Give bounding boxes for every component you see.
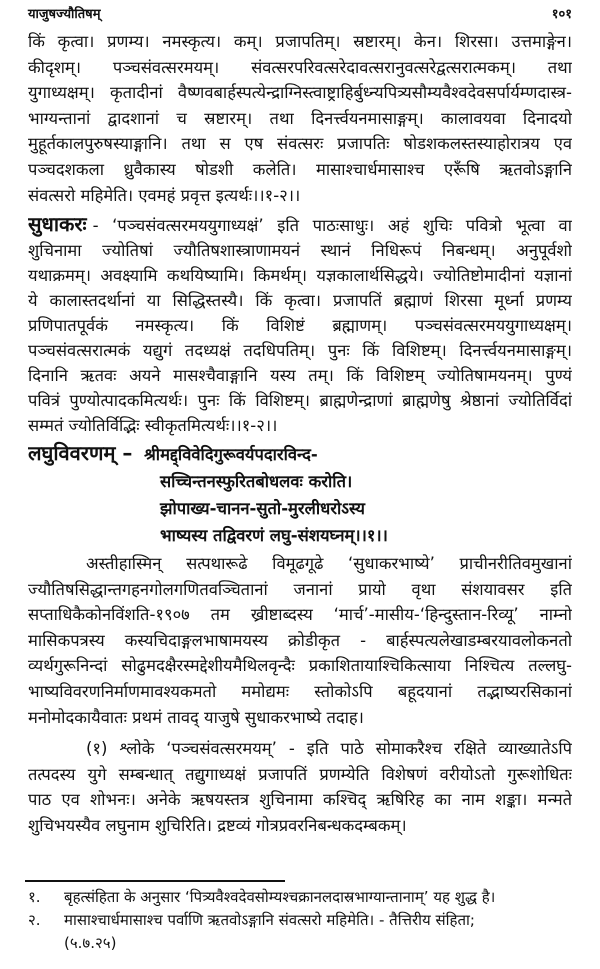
text-line: मनोमोदकायैवातः प्रथमं तावद् याजुषे सुधाकरभाष्ये तदाह। [28,707,364,727]
laghu-vivaranam-heading: लघुविवरणम् – [28,441,133,465]
verse-line: झोपाख्य-चानन-सुतो-मुरलीधरोऽस्य [160,499,365,518]
sudhakar-heading: सुधाकरः [28,213,87,236]
verse-line: श्रीमद्द्विवेदिगुरूवर्यपदारविन्द- [144,445,318,464]
text-line: ये कालास्तदर्थानां या सिद्धिस्तस्यै। किं कृत्वा। प्रजापतिं ब्रह्माणं शिरसा मूर्ध्ना प्रणम्य [28,291,572,310]
text-line: व्यर्थगुरूनिन्दां सोढुमदक्षैरस्मद्देशीयमैथिलवृन्दैः प्रकाशितायाश्चिकित्साया निश्चित्य तल्लघु- [28,656,572,676]
commentary-paragraph-1 [28,29,572,208]
text-line: मासिकपत्रस्य कस्यचिदाङ्गलभाषामयस्य क्रोडीकृत - बार्हस्पत्यलेखाडम्बरयावलोकनतो [28,630,572,650]
text-line: मुहूर्तकालपुरुषस्याङ्गानि। तथा स एष संवत्सरः प्रजापतिः षोडशकलस्तस्याहोरात्रय एव [28,134,572,154]
text-line: ज्यौतिषसिद्धान्तगहनगोलगणितवञ्चितानां जनानां प्रायो वृथा संशयावसर इति [28,579,572,599]
text-line: संवत्सरो महिमेति। एवमहं प्रवृत्त इत्यर्थः।।१-२।। [28,185,301,205]
footnote-1: १. बृहत्संहिता के अनुसार ‘पित्र्यवैश्वदेवसोम्यश्चक्रानलदास्रभाग्यान्तानाम्’ यह शुद्ध है। [28,888,496,906]
text-line: पवित्रं पुण्योत्पादकमित्यर्थः। पुनः किं विशिष्टम्। ब्राह्मणेन्द्राणां ब्राह्मणेषु श्रेष्ठानां ज्योतिर्विदां [28,391,572,410]
text-line: भाष्यविवरणनिर्माणमावश्यकमतो ममोद्यमः स्तोकोऽपि बहूदयानां तद्भाष्यरसिकानां [28,681,572,701]
verse-line: सच्चिन्तनस्फुरितबोधलवः करोति। [160,472,353,491]
text-line: भाग्यन्तानां द्वादशानां च स्रष्टारम्। तथा दिनर्त्त्वयनमासाङ्गम्। कालावयवा दिनादयो [28,108,572,128]
text-line: पञ्चदशकला ध्रुवैकास्य षोडशी कलेति। मासाश्चार्धमासाश्च एरूँषि ऋतवोऽङ्गानि [28,159,572,179]
text-line: सप्ताधिकैकोनविंशति-१९०७ तम ख्रीष्टाब्दस्य ‘मार्च’-मासीय-‘हिन्दुस्तान-रिव्यू’ नाम्नो [28,605,572,625]
page-number: १०१ [551,7,572,22]
text-line: पञ्चसंवत्सरात्मकं यद्युगं तदध्यक्षं तदधिपतिम्। पुनः किं विशिष्टम्। दिनर्त्त्वयनमासाङ्गम्। [28,341,572,360]
text-line: शुचिनामा ज्योतिषां ज्यौतिषशास्त्राणामयनं स्थानं निधिरूपं निबन्धम्। अनुपूर्वशो [28,241,572,260]
running-header [28,4,572,24]
text-line: अस्तीहास्मिन् सत्पथारूढे विमूढगूढे ‘सुधाकरभाष्ये’ प्राचीनरीतिवमुखानां [86,554,572,573]
text-line: कीदृशम्। पञ्चसंवत्सरमयम्। संवत्सरपरिवत्सरेदावत्सरानुवत्सरेद्वत्सरात्मकम्। तथा [28,57,572,77]
text-line: दिनानि ऋतवः अयने मासश्चैवाङ्गानि यस्य तम्। किं विशिष्टम् ज्योतिषामयनम्। पुण्यं [28,366,572,385]
text-line: पाठ एव शोभनः। अनेके ऋषयस्तत्र शुचिनामा कश्चिद् ऋषिरिह का नाम शङ्का। मन्मते [28,790,572,810]
verse-line: भाष्यस्य तद्विवरणं लघु-संशयघ्नम्।।१।। [160,526,388,545]
commentary-paragraph-3 [28,736,572,838]
footnote-2: २. मासाश्चार्धमासाश्च पर्वाणि ऋतवोऽङ्गानि संवत्सरो महिमेति। - तैत्तिरीय संहिता; [28,911,475,929]
footnotes [28,886,572,955]
commentary-paragraph-2 [28,551,572,730]
text-line: सुधाकरः - ‘पञ्चसंवत्सरमययुगाध्यक्षं’ इति पाठःसाधुः। अहं शुचिः पवित्रो भूत्वा वा [28,213,572,236]
text-line: प्रणिपातपूर्वकं नमस्कृत्य। किं विशिष्टं ब्रह्माणम्। पञ्चसंवत्सरमययुगाध्यक्षम्। [28,316,572,335]
sudhakar-commentary [28,213,572,438]
footnote-divider [25,880,285,882]
text-line: यथाक्रमम्। अवक्ष्यामि कथयिष्यामि। किमर्थम्। यज्ञकालार्थसिद्धये। ज्योतिष्टोमादीनां यज्ञानां [28,266,572,285]
text-line: तत्पदस्य युगे सम्बन्धात् तद्युगाध्यक्षं प्रजापतिं प्रणम्येति विशेषणं वरीयोऽतो गुरूशोधितः [28,764,572,784]
text-line: किं कृत्वा। प्रणम्य। नमस्कृत्य। कम्। प्रजापतिम्। स्रष्टारम्। केन। शिरसा। उत्तमाङ्गेन। [28,32,572,51]
text-line: युगाध्यक्षम्। कृतादीनां वैष्णवबार्हस्पत्येन्द्राग्निस्त्वाष्ट्राहिर्बुध्न्यपित्र्यसौम्यवैश्वदेवसर्पार्यम्णदास्त्र- [28,83,572,103]
running-title: याजुषज्यौतिषम् [28,7,101,22]
footnote-2-reference: (५.७.२५) [64,934,117,952]
text-line: सम्मतं ज्योतिर्विद्भिः स्वीकृतमित्यर्थः।।१-२।। [28,416,278,435]
laghu-vivaranam-verse [28,441,388,549]
text-line: शुचिभयस्यैव लघुनाम शुचिरिति। द्रष्टव्यं गोत्रप्रवरनिबन्धकदम्बकम्। [28,815,407,835]
text-line: (१) श्लोके ‘पञ्चसंवत्सरमयम्’ - इति पाठे सोमाकरैश्च रक्षिते व्याख्यातेऽपि [86,739,572,758]
